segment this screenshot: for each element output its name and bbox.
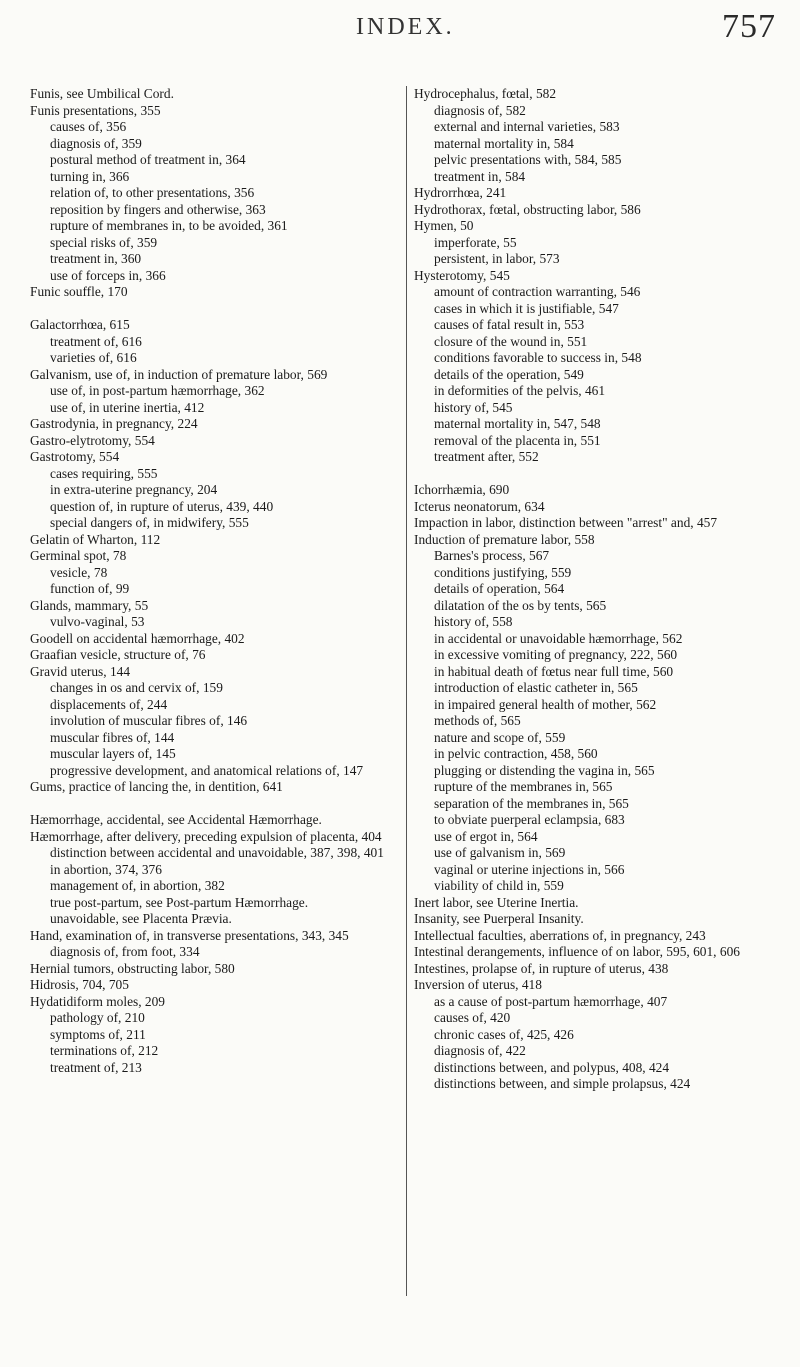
- index-entry: Icterus neonatorum, 634: [414, 498, 545, 514]
- index-subentry: involution of muscular fibres of, 146: [50, 713, 248, 728]
- index-subentry: special risks of, 359: [50, 234, 158, 250]
- index-column-right: [414, 86, 784, 1093]
- index-subentry: reposition by fingers and otherwise, 363: [50, 201, 266, 217]
- index-subentry: unavoidable, see Placenta Prævia.: [50, 911, 232, 926]
- index-subentry: in habitual death of fœtus near full time, 560: [434, 663, 674, 679]
- index-subentry: viability of child in, 559: [434, 878, 564, 893]
- index-subentry: cases in which it is justifiable, 547: [434, 300, 619, 316]
- index-subentry: function of, 99: [50, 581, 130, 596]
- index-entry: Graafian vesicle, structure of, 76: [30, 647, 206, 662]
- index-subentry: diagnosis of, 359: [50, 135, 142, 151]
- index-subentry: distinctions between, and polypus, 408, 424: [434, 1059, 670, 1075]
- index-subentry: maternal mortality in, 547, 548: [434, 416, 601, 431]
- index-subentry: special dangers of, in midwifery, 555: [50, 515, 249, 530]
- index-subentry: imperforate, 55: [434, 234, 517, 250]
- index-subentry: question of, in rupture of uterus, 439, 440: [50, 498, 274, 514]
- index-subentry: use of forceps in, 366: [50, 267, 166, 283]
- index-entry: Gravid uterus, 144: [30, 663, 131, 679]
- index-entry: Intestinal derangements, influence of on labor, 595, 601, 606: [414, 944, 740, 959]
- index-subentry: conditions justifying, 559: [434, 564, 572, 580]
- index-entry: Gastrotomy, 554: [30, 449, 120, 464]
- index-subentry: treatment after, 552: [434, 449, 539, 464]
- index-entry: Hidrosis, 704, 705: [30, 977, 129, 992]
- index-entry: Insanity, see Puerperal Insanity.: [414, 911, 584, 926]
- index-subentry: diagnosis of, from foot, 334: [50, 944, 200, 959]
- index-subentry: details of operation, 564: [434, 581, 565, 596]
- index-subentry: changes in os and cervix of, 159: [50, 680, 223, 695]
- index-subentry: in extra-uterine pregnancy, 204: [50, 482, 218, 497]
- index-subentry: terminations of, 212: [50, 1043, 159, 1058]
- index-subentry: vaginal or uterine injections in, 566: [434, 861, 625, 877]
- index-subentry: causes of fatal result in, 553: [434, 317, 585, 332]
- index-subentry: in deformities of the pelvis, 461: [434, 383, 606, 398]
- index-subentry: to obviate puerperal eclampsia, 683: [434, 812, 625, 827]
- index-subentry: pelvic presentations with, 584, 585: [434, 152, 622, 167]
- index-entry: Glands, mammary, 55: [30, 597, 149, 613]
- index-subentry: vesicle, 78: [50, 564, 108, 580]
- index-subentry: closure of the wound in, 551: [434, 333, 588, 349]
- column-divider: [406, 86, 407, 1296]
- index-subentry: in excessive vomiting of pregnancy, 222, 560: [434, 647, 678, 662]
- index-entry: Hymen, 50: [414, 218, 474, 233]
- index-subentry: treatment in, 584: [434, 168, 526, 184]
- index-subentry: use of ergot in, 564: [434, 828, 538, 844]
- index-subentry: distinctions between, and simple prolapsus, 424: [434, 1076, 691, 1091]
- index-subentry: amount of contraction warranting, 546: [434, 284, 641, 299]
- index-subentry: as a cause of post-partum hæmorrhage, 407: [434, 993, 668, 1009]
- index-entry: Intestines, prolapse of, in rupture of uterus, 438: [414, 960, 669, 976]
- index-subentry: external and internal varieties, 583: [434, 119, 620, 134]
- index-subentry: separation of the membranes in, 565: [434, 795, 629, 811]
- index-entry: Funis presentations, 355: [30, 102, 161, 118]
- index-entry: Hand, examination of, in transverse presentations, 343, 345: [30, 927, 349, 943]
- index-subentry: in abortion, 374, 376: [50, 861, 162, 877]
- index-entry: Goodell on accidental hæmorrhage, 402: [30, 630, 245, 646]
- index-entry: Gastrodynia, in pregnancy, 224: [30, 416, 198, 431]
- index-subentry: rupture of the membranes in, 565: [434, 779, 613, 794]
- index-subentry: use of galvanism in, 569: [434, 845, 566, 860]
- index-subentry: plugging or distending the vagina in, 565: [434, 762, 655, 778]
- index-subentry: muscular fibres of, 144: [50, 729, 175, 745]
- index-entry: Gastro-elytrotomy, 554: [30, 432, 155, 448]
- index-subentry: chronic cases of, 425, 426: [434, 1026, 574, 1042]
- index-entry: Hydrocephalus, fœtal, 582: [414, 86, 557, 101]
- index-entry: Ichorrhæmia, 690: [414, 482, 510, 497]
- index-entry: Hydrorrhœa, 241: [414, 185, 507, 200]
- index-subentry: introduction of elastic catheter in, 565: [434, 680, 638, 695]
- index-subentry: in accidental or unavoidable hæmorrhage, 562: [434, 630, 683, 646]
- index-subentry: history of, 558: [434, 614, 513, 629]
- index-subentry: diagnosis of, 422: [434, 1043, 526, 1058]
- index-subentry: removal of the placenta in, 551: [434, 432, 601, 448]
- index-subentry: turning in, 366: [50, 168, 130, 184]
- index-subentry: details of the operation, 549: [434, 366, 584, 382]
- index-subentry: vulvo-vaginal, 53: [50, 614, 145, 629]
- index-subentry: distinction between accidental and unavoidable, 387, 398, 401: [50, 845, 384, 860]
- index-subentry: rupture of membranes in, to be avoided, 361: [50, 218, 288, 233]
- index-entry: Hernial tumors, obstructing labor, 580: [30, 960, 235, 976]
- index-entry: Hydatidiform moles, 209: [30, 993, 166, 1009]
- index-entry: Impaction in labor, distinction between "arrest" and, 457: [414, 515, 718, 530]
- index-entry: Hæmorrhage, after delivery, preceding expulsion of placenta, 404: [30, 828, 382, 844]
- index-subentry: postural method of treatment in, 364: [50, 152, 246, 167]
- index-subentry: symptoms of, 211: [50, 1026, 146, 1042]
- index-subentry: methods of, 565: [434, 713, 521, 728]
- index-subentry: maternal mortality in, 584: [434, 135, 574, 151]
- index-subentry: conditions favorable to success in, 548: [434, 350, 642, 365]
- index-entry: Funic souffle, 170: [30, 284, 128, 299]
- index-entry: Induction of premature labor, 558: [414, 531, 595, 547]
- index-subentry: Barnes's process, 567: [434, 548, 550, 563]
- index-subentry: nature and scope of, 559: [434, 729, 566, 745]
- page-header: [0, 4, 800, 84]
- index-subentry: use of, in post-partum hæmorrhage, 362: [50, 383, 265, 398]
- index-entry: Hydrothorax, fœtal, obstructing labor, 586: [414, 201, 641, 217]
- index-subentry: causes of, 356: [50, 119, 127, 134]
- page-title: INDEX.: [356, 14, 455, 40]
- index-subentry: pathology of, 210: [50, 1010, 145, 1025]
- index-subentry: relation of, to other presentations, 356: [50, 185, 255, 200]
- index-entry: Galvanism, use of, in induction of premature labor, 569: [30, 366, 328, 382]
- index-entry: Hysterotomy, 545: [414, 267, 510, 283]
- index-subentry: in pelvic contraction, 458, 560: [434, 746, 598, 761]
- index-subentry: varieties of, 616: [50, 350, 137, 365]
- page-number: 757: [722, 8, 776, 45]
- index-subentry: dilatation of the os by tents, 565: [434, 597, 607, 613]
- index-entry: Germinal spot, 78: [30, 548, 127, 563]
- index-entry: Intellectual faculties, aberrations of, in pregnancy, 243: [414, 927, 706, 943]
- index-subentry: in impaired general health of mother, 562: [434, 696, 657, 712]
- index-subentry: cases requiring, 555: [50, 465, 158, 481]
- index-entry: Inversion of uterus, 418: [414, 977, 542, 992]
- index-entry: Hæmorrhage, accidental, see Accidental Hæmorrhage.: [30, 812, 322, 827]
- index-column-left: [30, 86, 410, 1076]
- index-subentry: persistent, in labor, 573: [434, 251, 560, 266]
- index-subentry: progressive development, and anatomical relations of, 147: [50, 762, 364, 778]
- index-subentry: use of, in uterine inertia, 412: [50, 399, 205, 415]
- index-subentry: treatment in, 360: [50, 251, 142, 266]
- index-subentry: muscular layers of, 145: [50, 746, 176, 761]
- index-entry: Gums, practice of lancing the, in dentition, 641: [30, 779, 283, 794]
- index-entry: Funis, see Umbilical Cord.: [30, 86, 174, 101]
- index-subentry: displacements of, 244: [50, 696, 168, 712]
- index-subentry: treatment of, 616: [50, 333, 142, 349]
- index-entry: Inert labor, see Uterine Inertia.: [414, 894, 579, 910]
- index-subentry: diagnosis of, 582: [434, 102, 526, 118]
- index-entry: Gelatin of Wharton, 112: [30, 531, 161, 547]
- index-subentry: treatment of, 213: [50, 1059, 142, 1075]
- index-subentry: true post-partum, see Post-partum Hæmorrhage.: [50, 894, 309, 910]
- index-subentry: causes of, 420: [434, 1010, 511, 1025]
- index-entry: Galactorrhœa, 615: [30, 317, 130, 332]
- index-subentry: management of, in abortion, 382: [50, 878, 225, 893]
- index-subentry: history of, 545: [434, 399, 513, 415]
